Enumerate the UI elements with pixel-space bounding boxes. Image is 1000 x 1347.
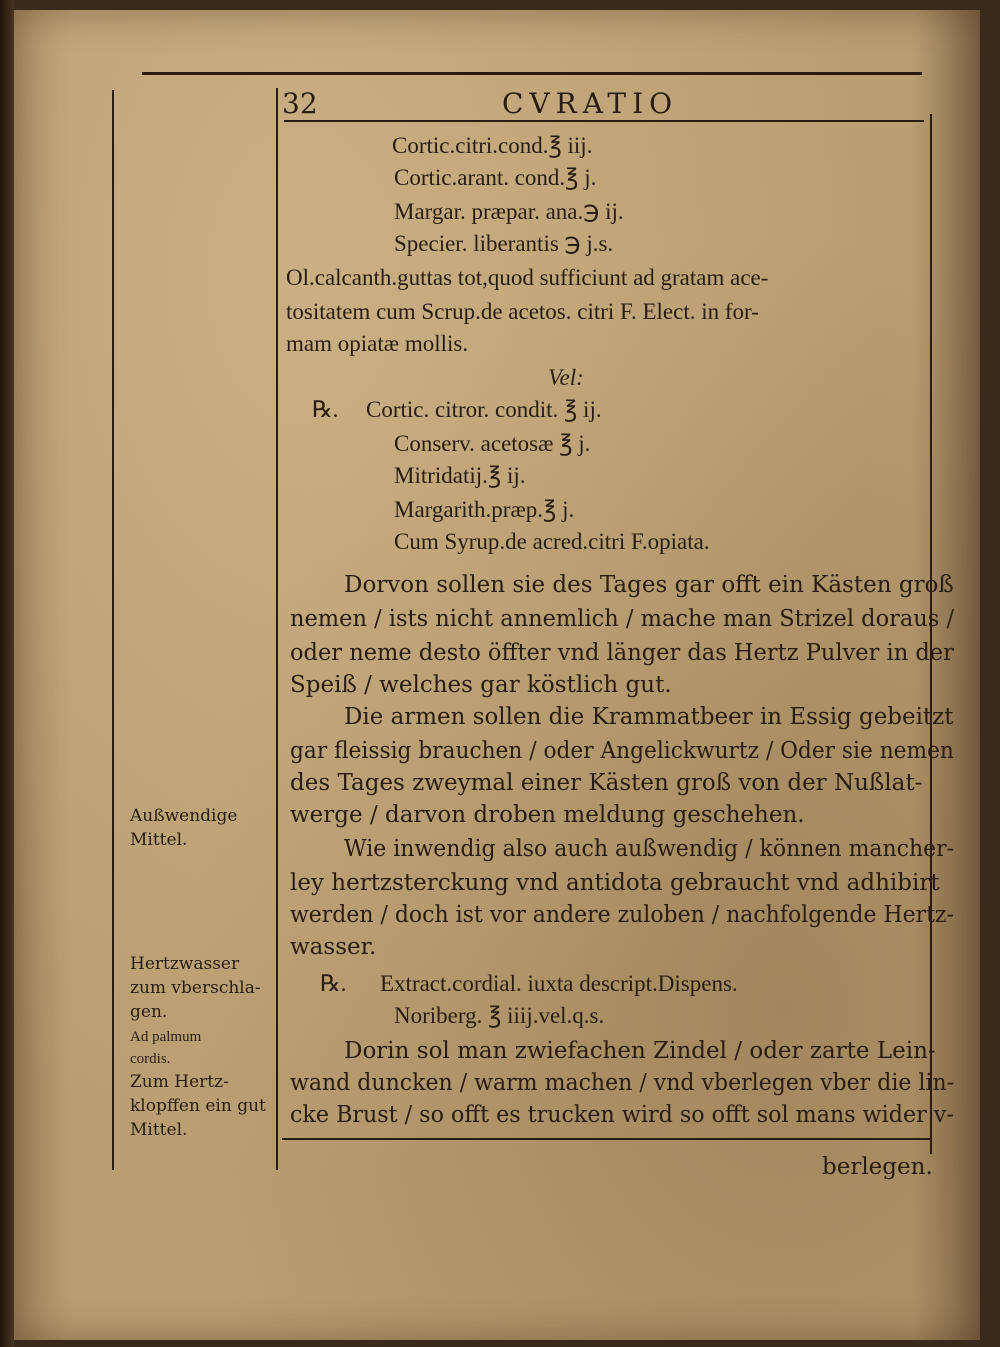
paragraph1-line: Speiß / welches gar köstlich gut. (290, 672, 672, 698)
recipe1-instruction: mam opiatæ mollis. (286, 331, 469, 356)
paragraph1-line: oder neme desto öffter vnd länger das Hertz Pulver in der (290, 640, 954, 666)
outer-left-rule (112, 90, 114, 1170)
recipe2-item: Mitridatij.℥ ij. (394, 463, 526, 488)
marginal-note-line: gen. (130, 1002, 168, 1022)
paragraph2-line: gar fleissig brauchen / oder Angelickwurtz / Oder sie nemen (290, 738, 954, 764)
recipe2-item: Margarith.præp.℥ j. (394, 497, 575, 522)
paragraph3-line: werden / doch ist vor andere zuloben / nachfolgende Hertz- (290, 902, 954, 928)
paragraph2-line: des Tages zweymal einer Kästen groß von der Nußlat- (290, 770, 923, 796)
recipe1-item: Margar. præpar. ana.℈ ij. (394, 199, 624, 224)
marginal-note-line: cordis. (130, 1051, 171, 1067)
marginal-note-line: Hertzwasser (130, 954, 240, 974)
recipe2-item: Cum Syrup.de acred.citri F.opiata. (394, 529, 710, 554)
page-number: 32 (282, 87, 318, 120)
bottom-rule (282, 1138, 932, 1140)
running-title: CVRATIO (502, 87, 679, 120)
catchword: berlegen. (822, 1154, 933, 1180)
inner-left-rule (276, 88, 278, 1170)
paragraph1-line: Dorvon sollen sie des Tages gar offt ein Kästen groß (344, 572, 954, 598)
paragraph4-line: wand duncken / warm machen / vnd vberlegen vber die lin- (290, 1070, 955, 1096)
paragraph3-line: wasser. (290, 934, 377, 960)
recipe1-item: Cortic.citri.cond.℥ iij. (392, 133, 593, 158)
paragraph2-line: Die armen sollen die Krammatbeer in Essig gebeitzt (344, 704, 954, 730)
paragraph1-line: nemen / ists nicht annemlich / mache man Strizel doraus / (290, 606, 955, 632)
paragraph3-line: ley hertzsterckung vnd antidota gebraucht vnd adhibirt (290, 870, 940, 896)
recipe-symbol: ℞. (312, 397, 339, 422)
recipe3-line: Noriberg. ℥ iiij.vel.q.s. (394, 1003, 605, 1028)
paragraph4-line: cke Brust / so offt es trucken wird so offt sol mans wider v- (290, 1102, 954, 1128)
recipe2-item: Cortic. citror. condit. ℥ ij. (366, 397, 602, 422)
marginal-note-line: Zum Hertz- (130, 1072, 229, 1092)
vel-label: Vel: (548, 365, 584, 390)
header-underline (284, 120, 924, 122)
recipe1-item: Cortic.arant. cond.℥ j. (394, 165, 597, 190)
marginal-note-line: Mittel. (130, 1120, 188, 1140)
recipe1-instruction: Ol.calcanth.guttas tot,quod sufficiunt ad gratam ace- (286, 265, 769, 290)
book-spine (0, 0, 14, 1347)
book-page (14, 10, 980, 1340)
marginal-note-line: zum vberschla- (130, 978, 261, 998)
recipe3-line: Extract.cordial. iuxta descript.Dispens. (380, 971, 738, 996)
marginal-note-line: Außwendige (130, 806, 238, 826)
top-rule (142, 72, 922, 75)
recipe2-item: Conserv. acetosæ ℥ j. (394, 431, 591, 456)
marginal-note-line: Ad palmum (130, 1029, 202, 1045)
recipe1-item: Specier. liberantis ℈ j.s. (394, 231, 614, 256)
marginal-note-line: klopffen ein gut (130, 1096, 266, 1116)
paragraph2-line: werge / darvon droben meldung geschehen. (290, 802, 805, 828)
paragraph3-line: Wie inwendig also auch außwendig / können mancher- (344, 836, 955, 862)
recipe-symbol: ℞. (320, 971, 347, 996)
marginal-note-line: Mittel. (130, 830, 188, 850)
recipe1-instruction: tositatem cum Scrup.de acetos. citri F. Elect. in for- (286, 299, 759, 324)
paragraph4-line: Dorin sol man zwiefachen Zindel / oder zarte Lein- (344, 1038, 936, 1064)
right-rule (930, 114, 932, 1154)
